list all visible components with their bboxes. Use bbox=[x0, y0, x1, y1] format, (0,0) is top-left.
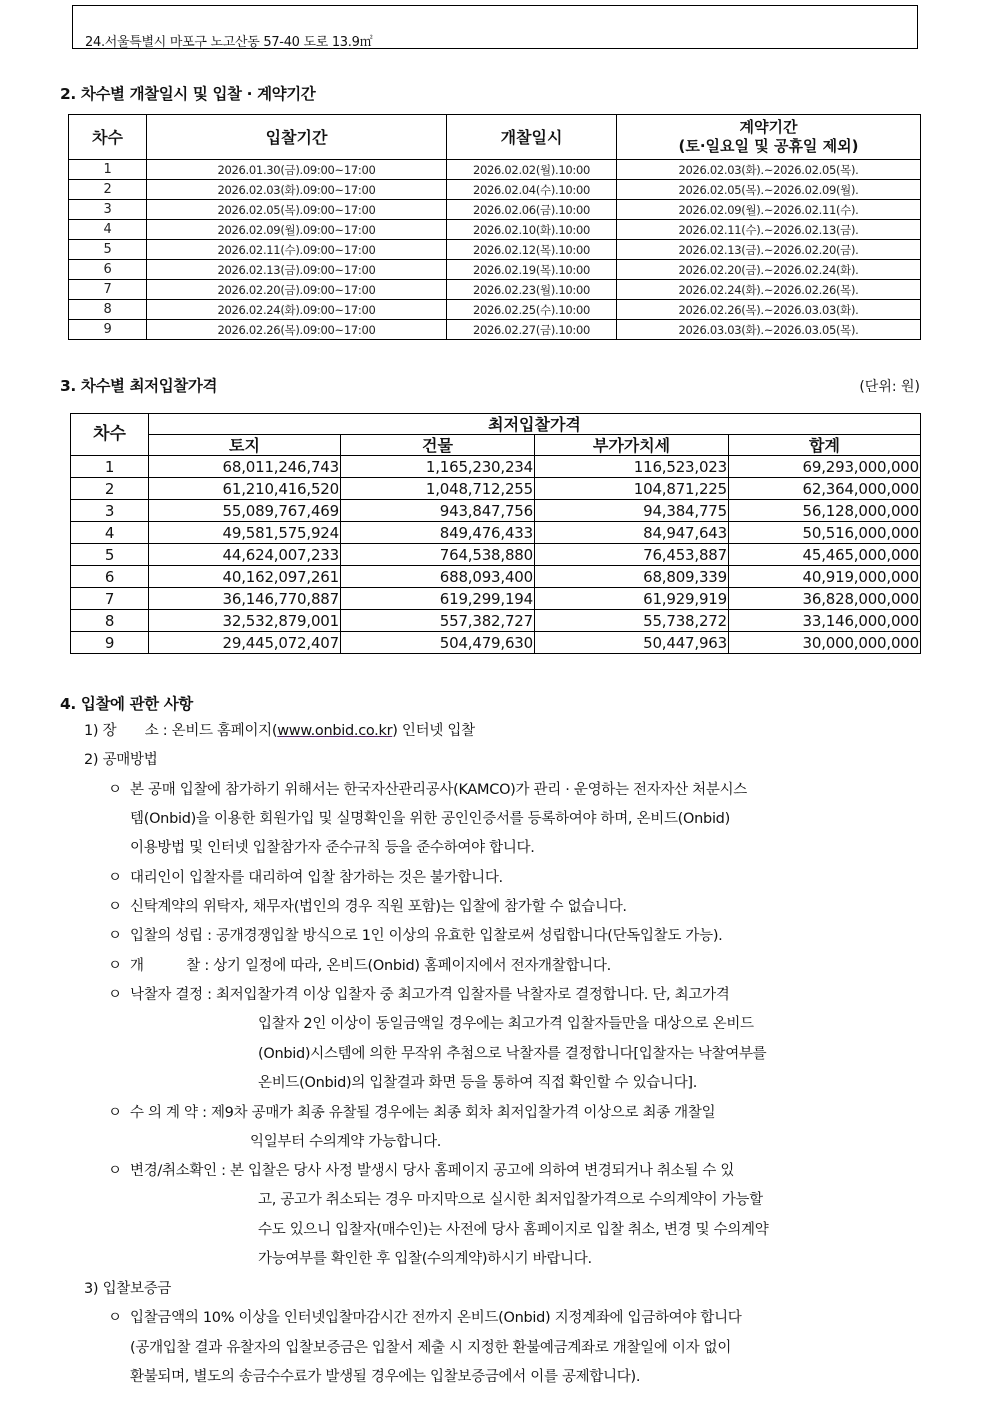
header-opening-datetime: 개찰일시 bbox=[447, 115, 617, 160]
round-cell: 7 bbox=[69, 280, 147, 300]
schedule-header-row bbox=[69, 115, 921, 160]
price-header-row-2 bbox=[71, 435, 921, 456]
round-cell: 9 bbox=[71, 632, 149, 654]
bullet-text: 익일부터 수의계약 가능합니다. bbox=[250, 1134, 442, 1150]
contract-period-cell: 2026.02.24(화).~2026.02.26(목). bbox=[617, 280, 921, 300]
bullet-continuation bbox=[258, 1245, 592, 1275]
round-cell: 1 bbox=[71, 456, 149, 478]
bullet-item bbox=[108, 922, 723, 952]
address-box bbox=[72, 5, 918, 49]
land-price-cell: 29,445,072,407 bbox=[149, 632, 341, 654]
price-row bbox=[71, 522, 921, 544]
price-row bbox=[71, 610, 921, 632]
opening-datetime-cell: 2026.02.06(금).10:00 bbox=[447, 200, 617, 220]
bid-period-cell: 2026.02.05(목).09:00~17:00 bbox=[147, 200, 447, 220]
bullet-text: 입찰금액의 10% 이상을 인터넷입찰마감시간 전까지 온비드(Onbid) 지정계좌에 입금하여야 합니다 bbox=[130, 1310, 742, 1326]
item-1-label: 1) 장 소 : 온비드 홈페이지( bbox=[84, 723, 278, 739]
unit-label: (단위: 원) bbox=[859, 379, 920, 395]
land-price-cell: 49,581,575,924 bbox=[149, 522, 341, 544]
round-cell: 4 bbox=[69, 220, 147, 240]
bullet-text: 고, 공고가 취소되는 경우 마지막으로 실시한 최저입찰가격으로 수의계약이 가능할 bbox=[258, 1192, 763, 1208]
land-price-cell: 40,162,097,261 bbox=[149, 566, 341, 588]
header-bid-period: 입찰기간 bbox=[147, 115, 447, 160]
schedule-table bbox=[68, 114, 921, 340]
bullet-icon: ㅇ bbox=[108, 958, 122, 974]
bullet-text: 낙찰자 결정 : 최저입찰가격 이상 입찰자 중 최고가격 입찰자를 낙찰자로 결정합니다. 단, 최고가격 bbox=[130, 987, 730, 1003]
building-price-cell: 764,538,880 bbox=[341, 544, 535, 566]
round-cell: 7 bbox=[71, 588, 149, 610]
schedule-row bbox=[69, 320, 921, 340]
schedule-row bbox=[69, 260, 921, 280]
opening-datetime-cell: 2026.02.25(수).10:00 bbox=[447, 300, 617, 320]
bullet-text: (공개입찰 결과 유찰자의 입찰보증금은 입찰서 제출 시 지정한 환불예금계좌로 개찰일에 이자 없이 bbox=[130, 1340, 732, 1356]
bullet-text: 가능여부를 확인한 후 입찰(수의계약)하시기 바랍니다. bbox=[258, 1251, 592, 1267]
total-price-cell: 62,364,000,000 bbox=[729, 478, 921, 500]
header-round: 차수 bbox=[69, 115, 147, 160]
bullet-text: 이용방법 및 인터넷 입찰참가자 준수규칙 등을 준수하여야 합니다. bbox=[130, 840, 535, 856]
bullet-icon: ㅇ bbox=[108, 928, 122, 944]
building-price-cell: 1,048,712,255 bbox=[341, 478, 535, 500]
total-price-cell: 33,146,000,000 bbox=[729, 610, 921, 632]
bullet-item bbox=[108, 776, 747, 806]
contract-period-cell: 2026.02.05(목).~2026.02.09(월). bbox=[617, 180, 921, 200]
land-price-cell: 32,532,879,001 bbox=[149, 610, 341, 632]
bullet-icon: ㅇ bbox=[108, 987, 122, 1003]
schedule-row bbox=[69, 200, 921, 220]
price-row bbox=[71, 456, 921, 478]
bullet-continuation bbox=[258, 1186, 763, 1216]
header-min-price: 최저입찰가격 bbox=[149, 414, 921, 435]
bullet-item bbox=[108, 864, 503, 894]
total-price-cell: 40,919,000,000 bbox=[729, 566, 921, 588]
bullet-continuation bbox=[258, 1010, 754, 1040]
vat-cell: 76,453,887 bbox=[535, 544, 729, 566]
building-price-cell: 688,093,400 bbox=[341, 566, 535, 588]
round-cell: 5 bbox=[71, 544, 149, 566]
total-price-cell: 30,000,000,000 bbox=[729, 632, 921, 654]
round-cell: 1 bbox=[69, 160, 147, 180]
schedule-row bbox=[69, 240, 921, 260]
bid-period-cell: 2026.02.13(금).09:00~17:00 bbox=[147, 260, 447, 280]
bullet-item bbox=[108, 893, 627, 923]
bullet-text: 입찰의 성립 : 공개경쟁입찰 방식으로 1인 이상의 유효한 입찰로써 성립합니다(단독입찰도 가능). bbox=[130, 928, 723, 944]
opening-datetime-cell: 2026.02.12(목).10:00 bbox=[447, 240, 617, 260]
round-cell: 8 bbox=[69, 300, 147, 320]
bullet-item bbox=[108, 952, 611, 982]
round-cell: 8 bbox=[71, 610, 149, 632]
opening-datetime-cell: 2026.02.23(월).10:00 bbox=[447, 280, 617, 300]
round-cell: 3 bbox=[71, 500, 149, 522]
schedule-row bbox=[69, 280, 921, 300]
bullet-text: 신탁계약의 위탁자, 채무자(법인의 경우 직원 포함)는 입찰에 참가할 수 없습니다. bbox=[130, 899, 627, 915]
total-price-cell: 69,293,000,000 bbox=[729, 456, 921, 478]
round-cell: 2 bbox=[71, 478, 149, 500]
opening-datetime-cell: 2026.02.02(월).10:00 bbox=[447, 160, 617, 180]
opening-datetime-cell: 2026.02.10(화).10:00 bbox=[447, 220, 617, 240]
price-row bbox=[71, 478, 921, 500]
vat-cell: 61,929,919 bbox=[535, 588, 729, 610]
bid-period-cell: 2026.02.20(금).09:00~17:00 bbox=[147, 280, 447, 300]
bullet-text: 개 찰 : 상기 일정에 따라, 온비드(Onbid) 홈페이지에서 전자개찰합니다. bbox=[130, 958, 611, 974]
item-1-suffix: ) 인터넷 입찰 bbox=[392, 723, 475, 739]
header-land: 토지 bbox=[149, 435, 341, 456]
section-3-title: 3. 차수별 최저입찰가격 bbox=[60, 377, 218, 395]
vat-cell: 55,738,272 bbox=[535, 610, 729, 632]
section-4-title: 4. 입찰에 관한 사항 bbox=[60, 695, 193, 713]
bid-period-cell: 2026.01.30(금).09:00~17:00 bbox=[147, 160, 447, 180]
header-vat: 부가가치세 bbox=[535, 435, 729, 456]
contract-period-cell: 2026.02.20(금).~2026.02.24(화). bbox=[617, 260, 921, 280]
bid-period-cell: 2026.02.26(목).09:00~17:00 bbox=[147, 320, 447, 340]
bullet-text: 변경/취소확인 : 본 입찰은 당사 사정 발생시 당사 홈페이지 공고에 의하여 변경되거나 취소될 수 있 bbox=[130, 1163, 735, 1179]
schedule-row bbox=[69, 160, 921, 180]
land-price-cell: 68,011,246,743 bbox=[149, 456, 341, 478]
header-contract-period-note: (토·일요일 및 공휴일 제외) bbox=[678, 137, 859, 155]
bullet-continuation bbox=[130, 834, 535, 864]
bullet-icon: ㅇ bbox=[108, 870, 122, 886]
land-price-cell: 61,210,416,520 bbox=[149, 478, 341, 500]
bid-period-cell: 2026.02.03(화).09:00~17:00 bbox=[147, 180, 447, 200]
building-price-cell: 557,382,727 bbox=[341, 610, 535, 632]
round-cell: 6 bbox=[71, 566, 149, 588]
schedule-row bbox=[69, 300, 921, 320]
total-price-cell: 56,128,000,000 bbox=[729, 500, 921, 522]
bullet-text: 수 의 계 약 : 제9차 공매가 최종 유찰될 경우에는 최종 회차 최저입찰가격 이상으로 최종 개찰일 bbox=[130, 1105, 716, 1121]
bullet-icon: ㅇ bbox=[108, 899, 122, 915]
bullet-continuation bbox=[250, 1128, 441, 1158]
land-price-cell: 36,146,770,887 bbox=[149, 588, 341, 610]
bid-period-cell: 2026.02.24(화).09:00~17:00 bbox=[147, 300, 447, 320]
round-cell: 3 bbox=[69, 200, 147, 220]
header-contract-period-label: 계약기간 bbox=[739, 118, 798, 136]
building-price-cell: 1,165,230,234 bbox=[341, 456, 535, 478]
schedule-row bbox=[69, 220, 921, 240]
opening-datetime-cell: 2026.02.27(금).10:00 bbox=[447, 320, 617, 340]
bullet-text: 본 공매 입찰에 참가하기 위해서는 한국자산관리공사(KAMCO)가 관리 · 운영하는 전자자산 처분시스 bbox=[130, 782, 747, 798]
header-building: 건물 bbox=[341, 435, 535, 456]
bullet-continuation bbox=[258, 1216, 768, 1246]
round-cell: 2 bbox=[69, 180, 147, 200]
contract-period-cell: 2026.02.26(목).~2026.03.03(화). bbox=[617, 300, 921, 320]
bullet-icon: ㅇ bbox=[108, 1310, 122, 1326]
building-price-cell: 619,299,194 bbox=[341, 588, 535, 610]
contract-period-cell: 2026.02.11(수).~2026.02.13(금). bbox=[617, 220, 921, 240]
bullet-icon: ㅇ bbox=[108, 1163, 122, 1179]
section-2-title: 2. 차수별 개찰일시 및 입찰 · 계약기간 bbox=[60, 85, 316, 103]
bid-period-cell: 2026.02.11(수).09:00~17:00 bbox=[147, 240, 447, 260]
item-1-location bbox=[84, 717, 475, 747]
total-price-cell: 50,516,000,000 bbox=[729, 522, 921, 544]
bullet-item bbox=[108, 1304, 742, 1334]
contract-period-cell: 2026.02.13(금).~2026.02.20(금). bbox=[617, 240, 921, 260]
bullet-continuation bbox=[258, 1069, 697, 1099]
total-price-cell: 45,465,000,000 bbox=[729, 544, 921, 566]
item-2-label: 2) 공매방법 bbox=[84, 752, 158, 768]
price-row bbox=[71, 500, 921, 522]
bid-period-cell: 2026.02.09(월).09:00~17:00 bbox=[147, 220, 447, 240]
bullet-text: 입찰자 2인 이상이 동일금액일 경우에는 최고가격 입찰자들만을 대상으로 온비드 bbox=[258, 1016, 754, 1032]
bullet-text: 대리인이 입찰자를 대리하여 입찰 참가하는 것은 불가합니다. bbox=[130, 870, 503, 886]
vat-cell: 68,809,339 bbox=[535, 566, 729, 588]
contract-period-cell: 2026.03.03(화).~2026.03.05(목). bbox=[617, 320, 921, 340]
vat-cell: 84,947,643 bbox=[535, 522, 729, 544]
header-contract-period bbox=[617, 115, 921, 160]
bullet-continuation bbox=[130, 1334, 731, 1364]
building-price-cell: 849,476,433 bbox=[341, 522, 535, 544]
min-price-table bbox=[70, 413, 921, 654]
round-cell: 4 bbox=[71, 522, 149, 544]
contract-period-cell: 2026.02.09(월).~2026.02.11(수). bbox=[617, 200, 921, 220]
vat-cell: 104,871,225 bbox=[535, 478, 729, 500]
onbid-link[interactable]: www.onbid.co.kr bbox=[277, 723, 393, 739]
land-price-cell: 55,089,767,469 bbox=[149, 500, 341, 522]
bullet-text: (Onbid)시스템에 의한 무작위 추첨으로 낙찰자를 결정합니다[입찰자는 낙찰여부를 bbox=[258, 1046, 767, 1062]
bullet-item bbox=[108, 1157, 734, 1187]
header-total: 합계 bbox=[729, 435, 921, 456]
address-text: 24.서울특별시 마포구 노고산동 57-40 도로 13.9㎡ bbox=[85, 35, 373, 50]
header-round: 차수 bbox=[71, 414, 149, 456]
bullet-text: 템(Onbid)을 이용한 회원가입 및 실명확인을 위한 공인인증서를 등록하여야 하며, 온비드(Onbid) bbox=[130, 811, 730, 827]
bullet-continuation bbox=[258, 1040, 766, 1070]
round-cell: 5 bbox=[69, 240, 147, 260]
building-price-cell: 504,479,630 bbox=[341, 632, 535, 654]
bullet-item bbox=[108, 1099, 715, 1129]
contract-period-cell: 2026.02.03(화).~2026.02.05(목). bbox=[617, 160, 921, 180]
price-row bbox=[71, 632, 921, 654]
round-cell: 9 bbox=[69, 320, 147, 340]
bullet-continuation bbox=[130, 805, 730, 835]
opening-datetime-cell: 2026.02.19(목).10:00 bbox=[447, 260, 617, 280]
price-row bbox=[71, 544, 921, 566]
item-3-label: 3) 입찰보증금 bbox=[84, 1281, 172, 1297]
bullet-text: 환불되며, 별도의 송금수수료가 발생될 경우에는 입찰보증금에서 이를 공제합니다). bbox=[130, 1369, 641, 1385]
opening-datetime-cell: 2026.02.04(수).10:00 bbox=[447, 180, 617, 200]
land-price-cell: 44,624,007,233 bbox=[149, 544, 341, 566]
bullet-continuation bbox=[130, 1363, 640, 1393]
bullet-item bbox=[108, 981, 729, 1011]
building-price-cell: 943,847,756 bbox=[341, 500, 535, 522]
round-cell: 6 bbox=[69, 260, 147, 280]
bullet-icon: ㅇ bbox=[108, 1105, 122, 1121]
total-price-cell: 36,828,000,000 bbox=[729, 588, 921, 610]
bullet-text: 온비드(Onbid)의 입찰결과 화면 등을 통하여 직접 확인할 수 있습니다]. bbox=[258, 1075, 698, 1091]
price-row bbox=[71, 566, 921, 588]
price-row bbox=[71, 588, 921, 610]
bullet-icon: ㅇ bbox=[108, 782, 122, 798]
schedule-row bbox=[69, 180, 921, 200]
vat-cell: 94,384,775 bbox=[535, 500, 729, 522]
bullet-text: 수도 있으니 입찰자(매수인)는 사전에 당사 홈페이지로 입찰 취소, 변경 및 수의계약 bbox=[258, 1222, 769, 1238]
price-header-row-1 bbox=[71, 414, 921, 435]
vat-cell: 116,523,023 bbox=[535, 456, 729, 478]
vat-cell: 50,447,963 bbox=[535, 632, 729, 654]
